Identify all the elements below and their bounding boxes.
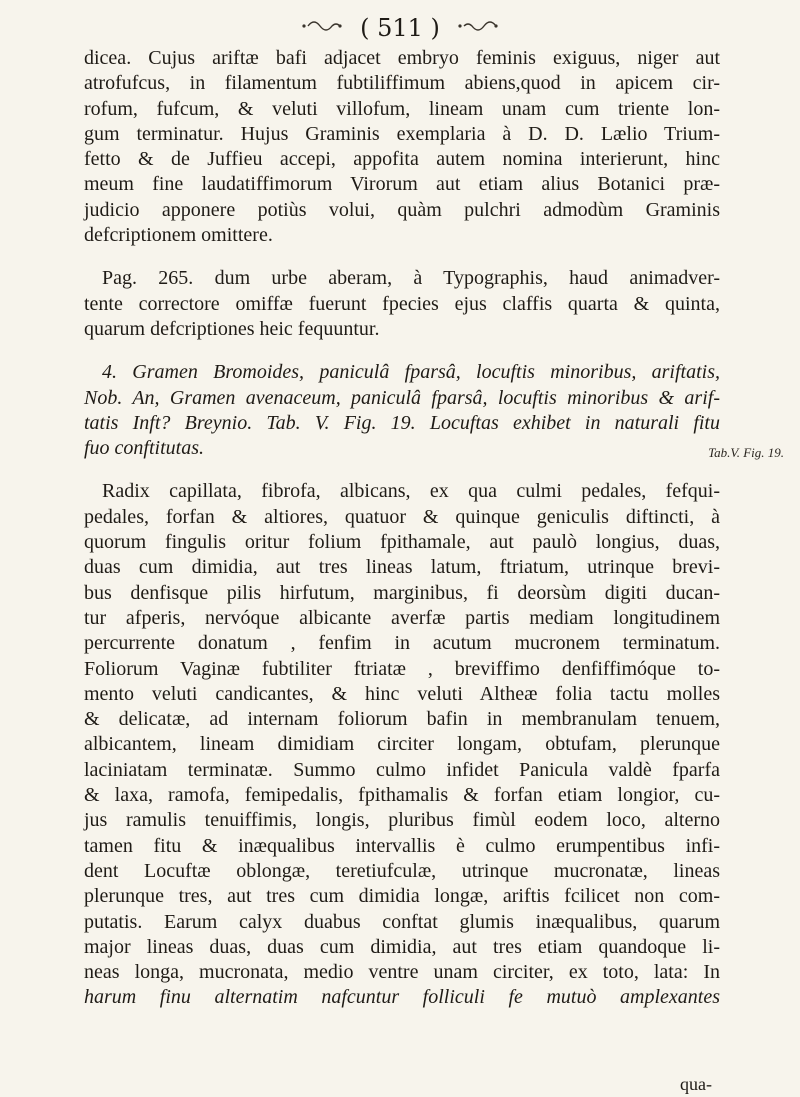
paragraph-2 <box>84 266 720 342</box>
paragraph-3 <box>84 360 720 461</box>
text-line: Radix capillata, fibrofa, albicans, ex qua culmi pedales, fefqui- <box>102 480 720 503</box>
text-line: major lineas duas, duas cum dimidia, aut tres etiam quandoque li- <box>84 935 720 958</box>
text-line: tatis Inft? Breynio. Tab. V. Fig. 19. Locuftas exhibet in naturali fitu <box>84 411 720 434</box>
text-line: bus denfisque pilis hirfutum, marginibus, fi deorsùm digiti ducan- <box>84 581 720 604</box>
text-line: albicantem, lineam dimidiam circiter longam, obtufam, plerunque <box>84 733 720 756</box>
text-line: dicea. Cujus ariftæ bafi adjacet embryo feminis exiguus, niger aut <box>84 47 720 69</box>
text-line: fuo conftitutas. <box>84 437 204 460</box>
text-line: rofum, fufcum, & veluti villofum, lineam unam cum triente lon- <box>84 97 720 120</box>
text-line: plerunque tres, aut tres cum dimidia longæ, ariftis fcilicet non com- <box>84 885 720 908</box>
text-line: tur afperis, nervóque albicante averfæ partis mediam longitudinem <box>84 606 720 629</box>
text-line: Foliorum Vaginæ fubtiliter ftriatæ , breviffimo denfiffimóque to- <box>84 657 720 680</box>
text-line: putatis. Earum calyx duabus conftat glumis inæqualibus, quarum <box>84 910 720 933</box>
text-line: quarum defcriptiones heic fequuntur. <box>84 317 380 340</box>
text-line: pedales, forfan & altiores, quatuor & quinque geniculis diftincti, à <box>84 505 720 528</box>
text-line: gum terminatur. Hujus Graminis exemplaria à D. D. Lælio Trium- <box>84 122 720 145</box>
margin-note: Tab.V. Fig. 19. <box>708 445 784 460</box>
text-line: tente correctore omiffæ fuerunt fpecies ejus claffis quarta & quinta, <box>84 292 720 315</box>
text-line: Pag. 265. dum urbe aberam, à Typographis, haud animadver- <box>102 267 720 290</box>
paragraph-1 <box>84 46 720 248</box>
body-text <box>84 46 720 1011</box>
catchword: qua- <box>680 1074 712 1094</box>
text-line: mento veluti candicantes, & hinc veluti Altheæ folia tactu molles <box>84 682 720 705</box>
text-line: Nob. An, Gramen avenaceum, paniculâ fparsâ, locuftis minoribus & arif- <box>84 386 720 409</box>
text-line: quorum fingulis oritur folium fpithamale, aut paulò longius, duas, <box>84 531 720 554</box>
text-line: & delicatæ, ad internam foliorum bafin in membranulam tenuem, <box>84 708 720 731</box>
text-line: meum fine laudatiffimorum Virorum aut etiam alius Botanici præ- <box>84 173 720 196</box>
text-line: atrofufcus, in filamentum fubtiliffimum abiens,quod in apicem cir- <box>84 72 720 95</box>
text-line: duas cum dimidia, aut tres lineas latum, ftriatum, utrinque brevi- <box>84 556 720 579</box>
text-line: laciniatam terminatæ. Summo culmo infidet Panicula valdè fparfa <box>84 758 720 781</box>
text-line: 4. Gramen Bromoides, paniculâ fparsâ, locuftis minoribus, ariftatis, <box>102 361 720 384</box>
text-line: harum finu alternatim nafcuntur folliculi fe mutuò amplexantes <box>84 986 720 1009</box>
right-ornament-icon <box>456 16 500 44</box>
paragraph-4 <box>84 479 720 1010</box>
text-line: defcriptionem omittere. <box>84 224 273 247</box>
page-number: ( 511 ) <box>360 14 440 42</box>
text-line: percurrente donatum , fenfim in acutum mucronem terminatum. <box>84 632 720 655</box>
text-line: fetto & de Juffieu accepi, appofita autem nomina interierunt, hinc <box>84 148 720 171</box>
text-line: judicio apponere potiùs volui, quàm pulchri admodùm Graminis <box>84 198 720 221</box>
text-line: dent Locuftæ oblongæ, teretiufculæ, utrinque mucronatæ, lineas <box>84 859 720 882</box>
text-line: & laxa, ramofa, femipedalis, fpithamalis & forfan etiam longior, cu- <box>84 784 720 807</box>
text-line: jus ramulis tenuiffimis, longis, pluribus fimùl eodem loco, alterno <box>84 809 720 832</box>
text-line: neas longa, mucronata, medio ventre unam circiter, ex toto, lata: In <box>84 961 720 984</box>
text-line: tamen fitu & inæqualibus intervallis è culmo erumpentibus infi- <box>84 834 720 857</box>
page-header <box>0 14 800 44</box>
left-ornament-icon <box>300 16 344 44</box>
